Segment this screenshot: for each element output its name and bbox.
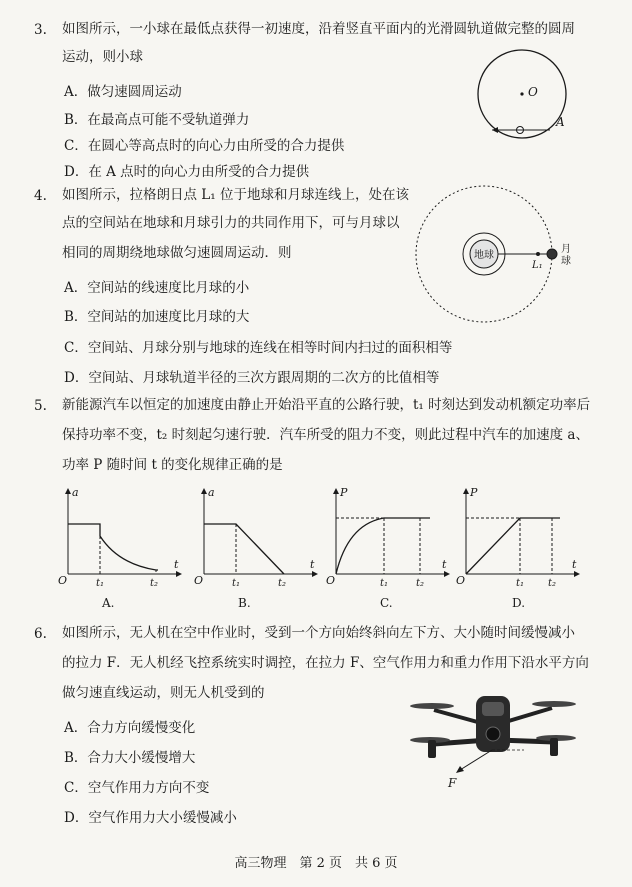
q6-motor [550, 738, 558, 756]
q5-a-xlabel: t [174, 558, 179, 571]
q6-option-d: D．空气作用力大小缓慢减小 [64, 810, 237, 826]
q3-stem-line2: 运动，则小球 [62, 49, 143, 65]
q4-stem-line3: 相同的周期绕地球做匀速圆周运动．则 [62, 245, 292, 261]
q5-d-origin: O [456, 574, 466, 587]
q5-c-curve [336, 518, 430, 574]
q4-option-b: B．空间站的加速度比月球的大 [64, 309, 250, 325]
q5-c-origin: O [326, 574, 336, 587]
q6-drone-top [482, 702, 504, 716]
page-footer: 高三物理 第 2 页 共 6 页 [234, 856, 398, 871]
q5-d-curve [466, 518, 560, 574]
q5-a-ylabel: a [72, 486, 79, 499]
q5-b-origin: O [194, 574, 204, 587]
q5-b-ylabel: a [208, 486, 215, 499]
q6-force-line [460, 750, 492, 770]
q5-stem-line3: 功率 P 随时间 t 的变化规律正确的是 [62, 457, 283, 473]
q4-earth-label: 地球 [474, 250, 494, 261]
q5-d-xlabel: t [572, 558, 577, 571]
q5-d-ylabel: P [470, 486, 478, 499]
q5-d-caption: D. [512, 596, 526, 610]
q5-c-t2: t₂ [416, 578, 425, 589]
q6-option-c: C．空气作用力方向不变 [64, 780, 210, 796]
q5-stem-line1: 新能源汽车以恒定的加速度由静止开始沿平直的公路行驶，t₁ 时刻达到发动机额定功率后 [62, 397, 591, 413]
q6-option-a: A．合力方向缓慢变化 [64, 720, 196, 736]
q4-option-d: D．空间站、月球轨道半径的三次方跟周期的二次方的比值相等 [64, 370, 440, 386]
q5-b-caption: B. [238, 596, 251, 610]
q5-b-curve [204, 524, 284, 574]
q5-graph-d [456, 484, 586, 610]
q5-c-xlabel: t [442, 558, 447, 571]
q6-force-arrowhead [456, 766, 464, 773]
q3-option-c: C．在圆心等高点时的向心力由所受的合力提供 [64, 138, 345, 154]
q5-b-xlabel: t [310, 558, 315, 571]
q6-number: 6. [34, 626, 47, 642]
q6-drone-figure [404, 690, 580, 800]
q3-center-dot [520, 92, 523, 95]
q5-c-ylabel: P [340, 486, 348, 499]
q3-option-d: D．在 A 点时的向心力由所受的合力提供 [64, 164, 310, 180]
q6-motor [428, 740, 436, 758]
q5-b-t1: t₁ [232, 578, 241, 589]
q4-moon-label-1: 月 [561, 244, 571, 255]
q4-lagrange-point [536, 252, 540, 256]
q3-option-a: A．做匀速圆周运动 [64, 84, 182, 100]
q6-stem-line1: 如图所示，无人机在空中作业时，受到一个方向始终斜向左下方、大小随时间缓慢减小 [62, 625, 575, 641]
q4-option-c: C．空间站、月球分别与地球的连线在相等时间内扫过的面积相等 [64, 340, 453, 356]
q6-stem-line2: 的拉力 F．无人机经飞控系统实时调控，在拉力 F、空气作用力和重力作用下沿水平方向 [62, 655, 589, 671]
q5-a-caption: A. [102, 596, 115, 610]
q4-moon-label-2: 球 [561, 256, 571, 267]
q5-a-origin: O [58, 574, 68, 587]
q5-b-t2: t₂ [278, 578, 287, 589]
q6-force-label: F [448, 776, 457, 790]
q3-option-b: B．在最高点可能不受轨道弹力 [64, 112, 250, 128]
q6-stem-line3: 做匀速直线运动，则无人机受到的 [62, 685, 265, 701]
q6-propeller [410, 703, 454, 709]
q6-option-b: B．合力大小缓慢增大 [64, 750, 196, 766]
q5-d-t2: t₂ [548, 578, 557, 589]
q5-a-t2: t₂ [150, 578, 159, 589]
q3-velocity-arrowhead [492, 127, 498, 133]
q5-c-t1: t₁ [380, 578, 389, 589]
q5-graph-a [58, 484, 188, 610]
q3-circular-track-figure [470, 46, 580, 156]
q3-center-label: O [528, 85, 538, 99]
q5-graph-b [194, 484, 324, 610]
q4-stem-line2: 点的空间站在地球和月球引力的共同作用下，可与月球以 [62, 215, 400, 231]
q5-a-curve [68, 524, 158, 570]
q5-a-t1: t₁ [96, 578, 105, 589]
q4-number: 4. [34, 188, 47, 204]
q3-point-a-label: A [556, 115, 565, 129]
q3-stem-line1: 如图所示，一小球在最低点获得一初速度，沿着竖直平面内的光滑圆轨道做完整的圆周 [62, 21, 575, 37]
q5-d-t1: t₁ [516, 578, 525, 589]
q4-moon [547, 249, 557, 259]
q6-propeller [532, 701, 576, 707]
q4-l1-label: L₁ [532, 260, 543, 271]
q3-number: 3. [34, 22, 47, 38]
q5-graph-c [326, 484, 456, 610]
q4-option-a: A．空间站的线速度比月球的小 [64, 280, 250, 296]
q5-number: 5. [34, 398, 47, 414]
q5-stem-line2: 保持功率不变，t₂ 时刻起匀速行驶．汽车所受的阻力不变，则此过程中汽车的加速度 a、 [62, 427, 589, 443]
q4-stem-line1: 如图所示，拉格朗日点 L₁ 位于地球和月球连线上，处在该 [62, 187, 409, 203]
q6-camera [486, 727, 500, 741]
q5-c-caption: C. [380, 596, 393, 610]
q4-orbit-figure [402, 182, 572, 332]
